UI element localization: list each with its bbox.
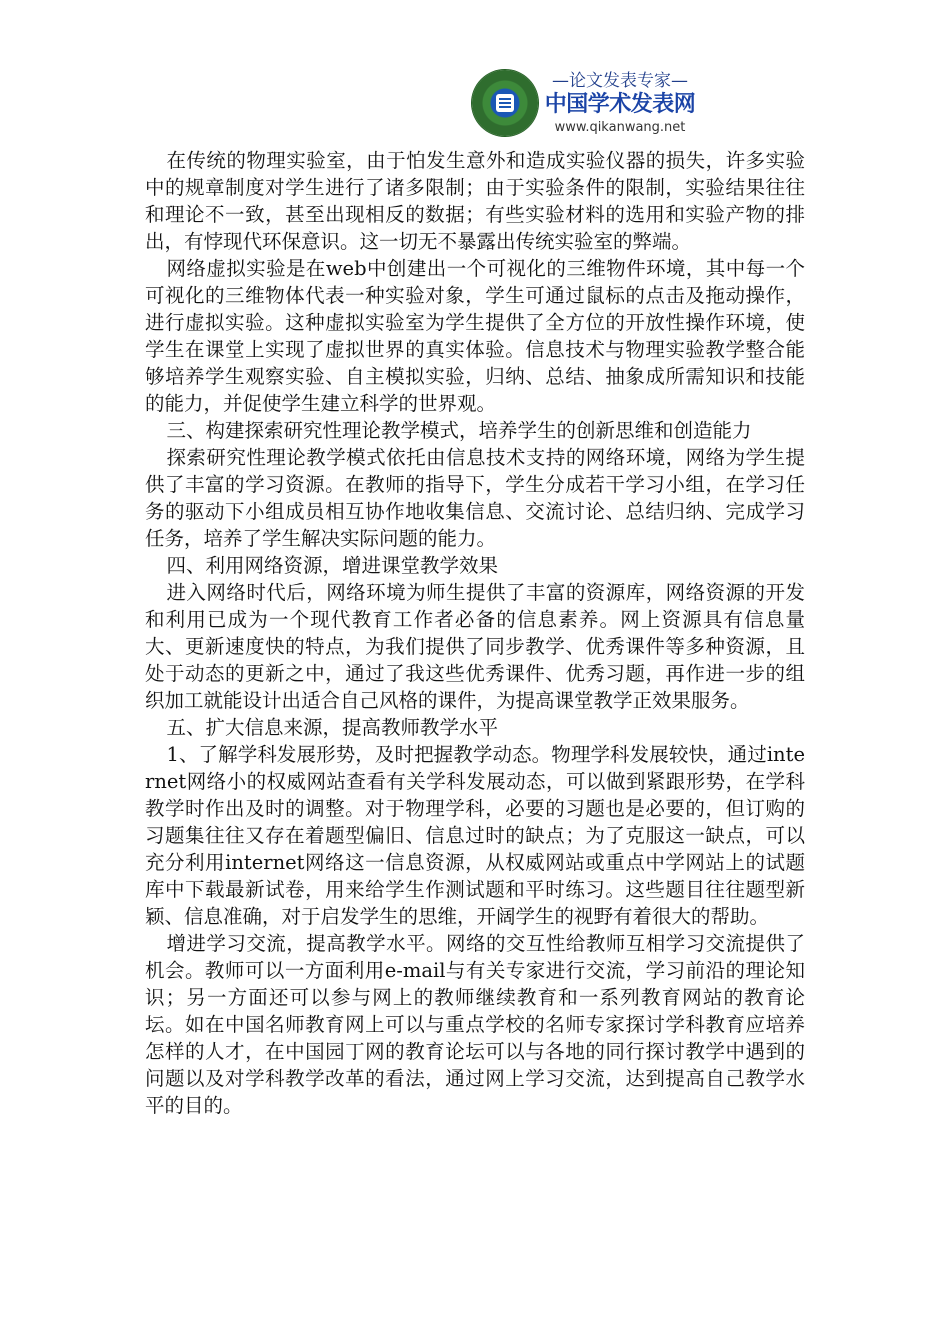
article-body <box>145 147 805 1119</box>
logo-brand: 中国学术发表网 <box>544 92 696 117</box>
site-logo <box>470 68 700 138</box>
paragraph-virtual-lab: 网络虚拟实验是在web中创建出一个可视化的三维物件环境，其中每一个可视化的三维物体代表一种实验对象，学生可通过鼠标的点击及拖动操作，进行虚拟实验。这种虚拟实验室为学生提供了全方位的开放性操作环境，使学生在课堂上实现了虚拟世界的真实体验。信息技术与物理实验教学整合能够培养学生观察实验、自主模拟实验，归纳、总结、抽象成所需知识和技能的能力，并促使学生建立科学的世界观。 <box>145 257 805 415</box>
heading-section-three: 三、构建探索研究性理论教学模式，培养学生的创新思维和创造能力 <box>166 419 752 442</box>
heading-section-four: 四、利用网络资源，增进课堂教学效果 <box>166 554 498 577</box>
logo-tagline: —论文发表专家— <box>552 71 688 91</box>
paragraph-inquiry-model: 探索研究性理论教学模式依托由信息技术支持的网络环境，网络为学生提供了丰富的学习资源。在教师的指导下，学生分成若干学习小组，在学习任务的驱动下小组成员相互协作地收集信息、交流讨论、总结归纳、完成学习任务，培养了学生解决实际问题的能力。 <box>145 446 805 550</box>
seal-icon <box>472 70 538 136</box>
paragraph-network-resources: 进入网络时代后，网络环境为师生提供了丰富的资源库，网络资源的开发和利用已成为一个现代教育工作者必备的信息素养。网上资源具有信息量大、更新速度快的特点，为我们提供了同步教学、优秀课件等多种资源，且处于动态的更新之中，通过了我这些优秀课件、优秀习题，再作进一步的组织加工就能设计出适合自己风格的课件，为提高课堂教学正效果服务。 <box>145 581 805 712</box>
heading-section-five: 五、扩大信息来源，提高教师教学水平 <box>166 716 498 739</box>
paragraph-traditional-lab: 在传统的物理实验室，由于怕发生意外和造成实验仪器的损失，许多实验中的规章制度对学生进行了诸多限制；由于实验条件的限制，实验结果往往和理论不一致，甚至出现相反的数据；有些实验材料的选用和实验产物的排出，有悖现代环保意识。这一切无不暴露出传统实验室的弊端。 <box>145 149 805 253</box>
paragraph-learning-exchange: 增进学习交流，提高教学水平。网络的交互性给教师互相学习交流提供了机会。教师可以一方面利用e-mail与有关专家进行交流，学习前沿的理论知识；另一方面还可以参与网上的教师继续教育和一系列教育网站的教育论坛。如在中国名师教育网上可以与重点学校的名师专家探讨学科教育应培养怎样的人才，在中国园丁网的教育论坛可以与各地的同行探讨教学中遇到的问题以及对学科教学改革的看法，通过网上学习交流，达到提高自己教学水平的目的。 <box>145 932 805 1117</box>
paragraph-discipline-trends: 1、了解学科发展形势，及时把握教学动态。物理学科发展较快，通过internet网络小的权威网站查看有关学科发展动态，可以做到紧跟形势，在学科教学时作出及时的调整。对于物理学科，必要的习题也是必要的，但订购的习题集往往又存在着题型偏旧、信息过时的缺点；为了克服这一缺点，可以充分利用internet网络这一信息资源，从权威网站或重点中学网站上的试题库中下载最新试卷，用来给学生作测试题和平时练习。这些题目往往题型新颖、信息准确，对于启发学生的思维，开阔学生的视野有着很大的帮助。 <box>145 743 805 928</box>
logo-url: www.qikanwang.net <box>554 120 686 135</box>
